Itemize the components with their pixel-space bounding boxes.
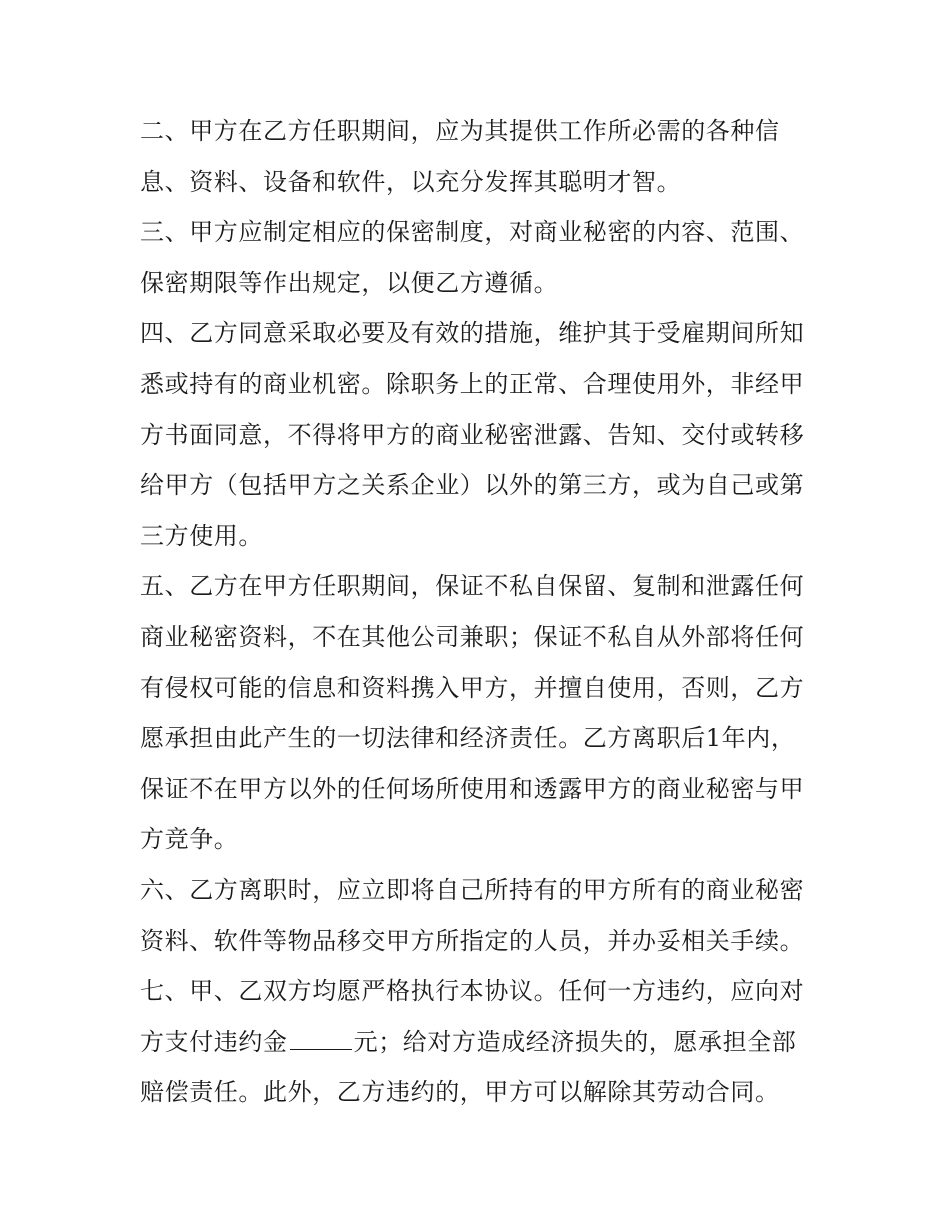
- text-line-5: 四、乙方同意采取必要及有效的措施，维护其于受雇期间所知: [140, 319, 805, 348]
- text-line-8: 给甲方（包括甲方之关系企业）以外的第三方，或为自己或第: [140, 471, 805, 500]
- text-line-7: 方书面同意，不得将甲方的商业秘密泄露、告知、交付或转移: [140, 420, 805, 449]
- text-line-12: 有侵权可能的信息和资料携入甲方，并擅自使用，否则，乙方: [140, 673, 805, 702]
- text-line-18: 七、甲、乙双方均愿严格执行本协议。任何一方违约，应向对: [140, 977, 805, 1006]
- text-line-4: 保密期限等作出规定，以便乙方遵循。: [140, 268, 559, 297]
- text-line-15: 方竞争。: [140, 825, 239, 854]
- text-line-19-before-blank: 方支付违约金: [140, 1027, 288, 1056]
- text-line-13: 愿承担由此产生的一切法律和经济责任。乙方离职后1年内，: [140, 724, 796, 753]
- text-line-6: 悉或持有的商业机密。除职务上的正常、合理使用外，非经甲: [140, 369, 805, 398]
- text-line-9: 三方使用。: [140, 521, 263, 550]
- document-body: [140, 106, 820, 1118]
- text-line-16: 六、乙方离职时，应立即将自己所持有的甲方所有的商业秘密: [140, 875, 805, 904]
- text-line-1: 二、甲方在乙方任职期间，应为其提供工作所必需的各种信: [140, 117, 780, 145]
- penalty-amount-blank: [290, 1029, 352, 1050]
- text-line-19-after-blank: 元；给对方造成经济损失的，愿承担全部: [353, 1027, 797, 1056]
- text-line-11: 商业秘密资料，不在其他公司兼职；保证不私自从外部将任何: [140, 622, 805, 651]
- text-line-3: 三、甲方应制定相应的保密制度，对商业秘密的内容、范围、: [140, 218, 805, 247]
- text-line-20: 赔偿责任。此外，乙方违约的，甲方可以解除其劳动合同。: [140, 1078, 780, 1107]
- text-line-10: 五、乙方在甲方任职期间，保证不私自保留、复制和泄露任何: [140, 572, 805, 601]
- text-line-14: 保证不在甲方以外的任何场所使用和透露甲方的商业秘密与甲: [140, 774, 805, 803]
- text-line-19: [140, 1017, 820, 1068]
- text-line-17: 资料、软件等物品移交甲方所指定的人员，并办妥相关手续。: [140, 926, 805, 955]
- text-line-2: 息、资料、设备和软件，以充分发挥其聪明才智。: [140, 167, 682, 196]
